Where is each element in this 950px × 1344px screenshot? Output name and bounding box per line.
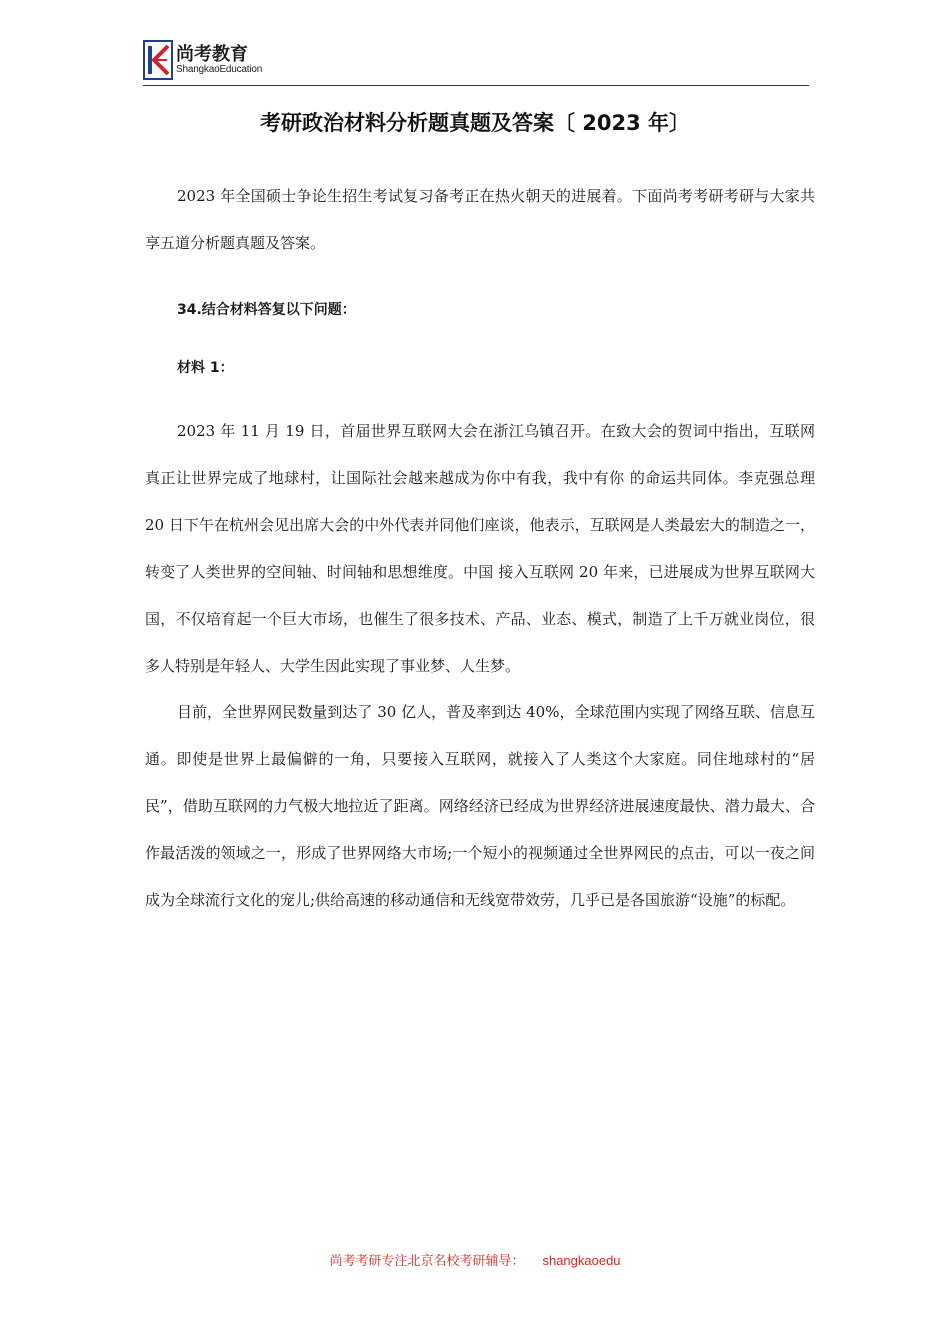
material-paragraph-2: 目前，全世界网民数量到达了 30 亿人，普及率到达 40%，全球范围内实现了网络互联、信息互通。即使是世界上最偏僻的一角，只要接入互联网，就接入了人类这个大家庭。同住地球村的“居民”，借助互联网的力气极大地拉近了距离。网络经济已经成为世界经济进展速度最快、潜力最大、合作最活泼的领域之一，形成了世界网络大市场;一个短小的视频通过全世界网民的点击，可以一夜之间成为全球流行文化的宠儿;供给高速的移动通信和无线宽带效劳，几乎已是各国旅游“设施”的标配。 (145, 703, 815, 909)
shangkao-logo-icon (143, 40, 173, 80)
footer-text: 尚考考研专注北京名校考研辅导： (329, 1254, 525, 1269)
page-footer (0, 1250, 950, 1269)
logo-chinese-name: 尚考教育 (176, 44, 248, 65)
question-heading: 34.结合材料答复以下问题： (177, 302, 356, 318)
intro-paragraph: 2023 年全国硕士争论生招生考试复习备考正在热火朝天的进展着。下面尚考考研考研与大家共享五道分析题真题及答案。 (145, 187, 815, 252)
material-paragraph-1: 2023 年 11 月 19 日，首届世界互联网大会在浙江乌镇召开。在致大会的贺词中指出，互联网真正让世界完成了地球村，让国际社会越来越成为你中有我，我中有你 的命运共同体。李克强总理 20 日下午在杭州会见出席大会的中外代表并同他们座谈，他表示，互联网是人类最宏大的制造之一，转变了人类世界的空间轴、时间轴和思想维度。中国 接入互联网 20 年来，已进展成为世界互联网大国，不仅培育起一个巨大市场，也催生了很多技术、产品、业态、模式，制造了上千万就业岗位，很多人特别是年轻人、大学生因此实现了事业梦、人生梦。 (145, 422, 815, 675)
footer-handle: shangkaoedu (542, 1253, 621, 1268)
page-header (143, 40, 809, 86)
logo-english-name: ShangkaoEducation (176, 64, 263, 75)
document-title: 考研政治材料分析题真题及答案〔 2023 年〕 (259, 111, 691, 135)
material-label: 材料 1： (177, 360, 234, 376)
